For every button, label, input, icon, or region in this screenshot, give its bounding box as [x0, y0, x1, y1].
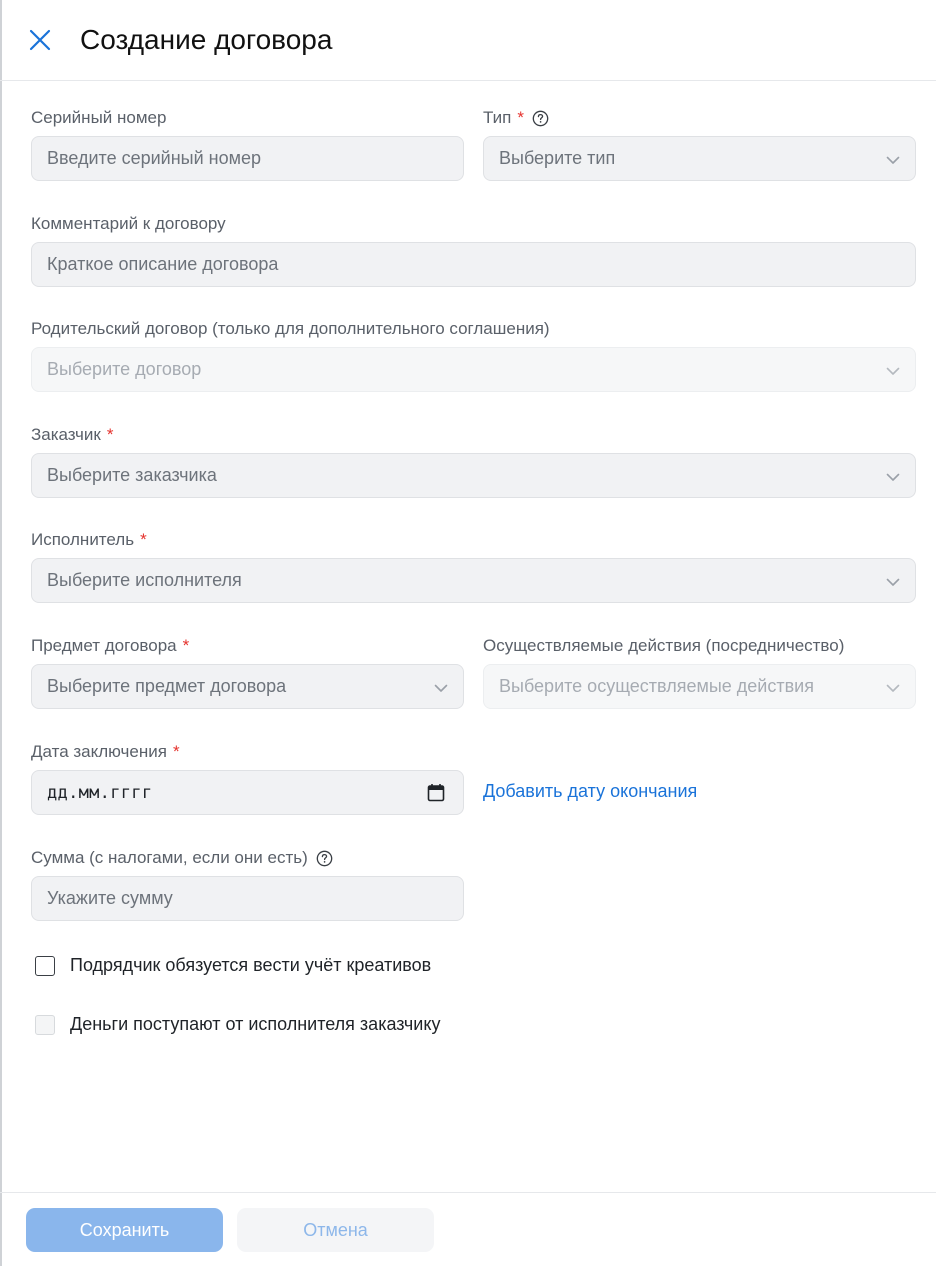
date-label: Дата заключения *: [31, 742, 180, 761]
creatives-checkbox-row[interactable]: [35, 955, 431, 976]
calendar-icon[interactable]: [427, 783, 445, 802]
close-button[interactable]: [26, 26, 54, 54]
chevron-down-icon: [885, 574, 901, 590]
chevron-down-icon: [885, 680, 901, 696]
type-select[interactable]: Выберите тип: [483, 136, 916, 181]
dialog-footer: [0, 1192, 936, 1266]
page-title: Создание договора: [80, 24, 333, 55]
required-mark: *: [106, 425, 114, 444]
save-button[interactable]: Сохранить: [26, 1208, 223, 1252]
required-mark: *: [172, 742, 180, 761]
help-circle-icon[interactable]: [532, 110, 549, 127]
comment-input[interactable]: Краткое описание договора: [31, 242, 916, 287]
required-mark: *: [517, 108, 524, 127]
money-checkbox-row: [35, 1014, 440, 1035]
creatives-checkbox[interactable]: [35, 956, 55, 976]
chevron-down-icon: [885, 469, 901, 485]
type-label: Тип *: [483, 107, 549, 129]
money-checkbox-label: Деньги поступают от исполнителя заказчику: [70, 1014, 441, 1034]
comment-label: Комментарий к договору: [31, 214, 226, 233]
subject-select[interactable]: Выберите предмет договора: [31, 664, 464, 709]
required-mark: *: [182, 636, 190, 655]
customer-select[interactable]: Выберите заказчика: [31, 453, 916, 498]
required-mark: *: [140, 530, 147, 549]
window-edge: [0, 0, 2, 1266]
add-end-date-link[interactable]: Добавить дату окончания: [483, 781, 698, 801]
money-checkbox: [35, 1015, 55, 1035]
parent-contract-label: Родительский договор (только для дополнительного соглашения): [31, 319, 550, 338]
cancel-button[interactable]: Отмена: [237, 1208, 434, 1252]
amount-input[interactable]: Укажите сумму: [31, 876, 464, 921]
amount-label: Сумма (с налогами, если они есть): [31, 847, 333, 869]
parent-contract-select: Выберите договор: [31, 347, 916, 392]
creatives-checkbox-label: Подрядчик обязуется вести учёт креативов: [70, 955, 432, 975]
customer-label: Заказчик *: [31, 425, 114, 444]
chevron-down-icon: [433, 680, 449, 696]
chevron-down-icon: [885, 363, 901, 379]
actions-select: Выберите осуществляемые действия: [483, 664, 916, 709]
dialog-header: [0, 0, 936, 81]
contractor-label: Исполнитель *: [31, 530, 147, 549]
serial-label: Серийный номер: [31, 108, 167, 127]
chevron-down-icon: [885, 152, 901, 168]
actions-label: Осуществляемые действия (посредничество): [483, 636, 845, 655]
close-icon: [28, 28, 52, 52]
serial-input[interactable]: Введите серийный номер: [31, 136, 464, 181]
help-circle-icon[interactable]: [316, 850, 333, 867]
subject-label: Предмет договора *: [31, 636, 190, 655]
date-input[interactable]: дд.мм.гггг: [31, 770, 464, 815]
contractor-select[interactable]: Выберите исполнителя: [31, 558, 916, 603]
